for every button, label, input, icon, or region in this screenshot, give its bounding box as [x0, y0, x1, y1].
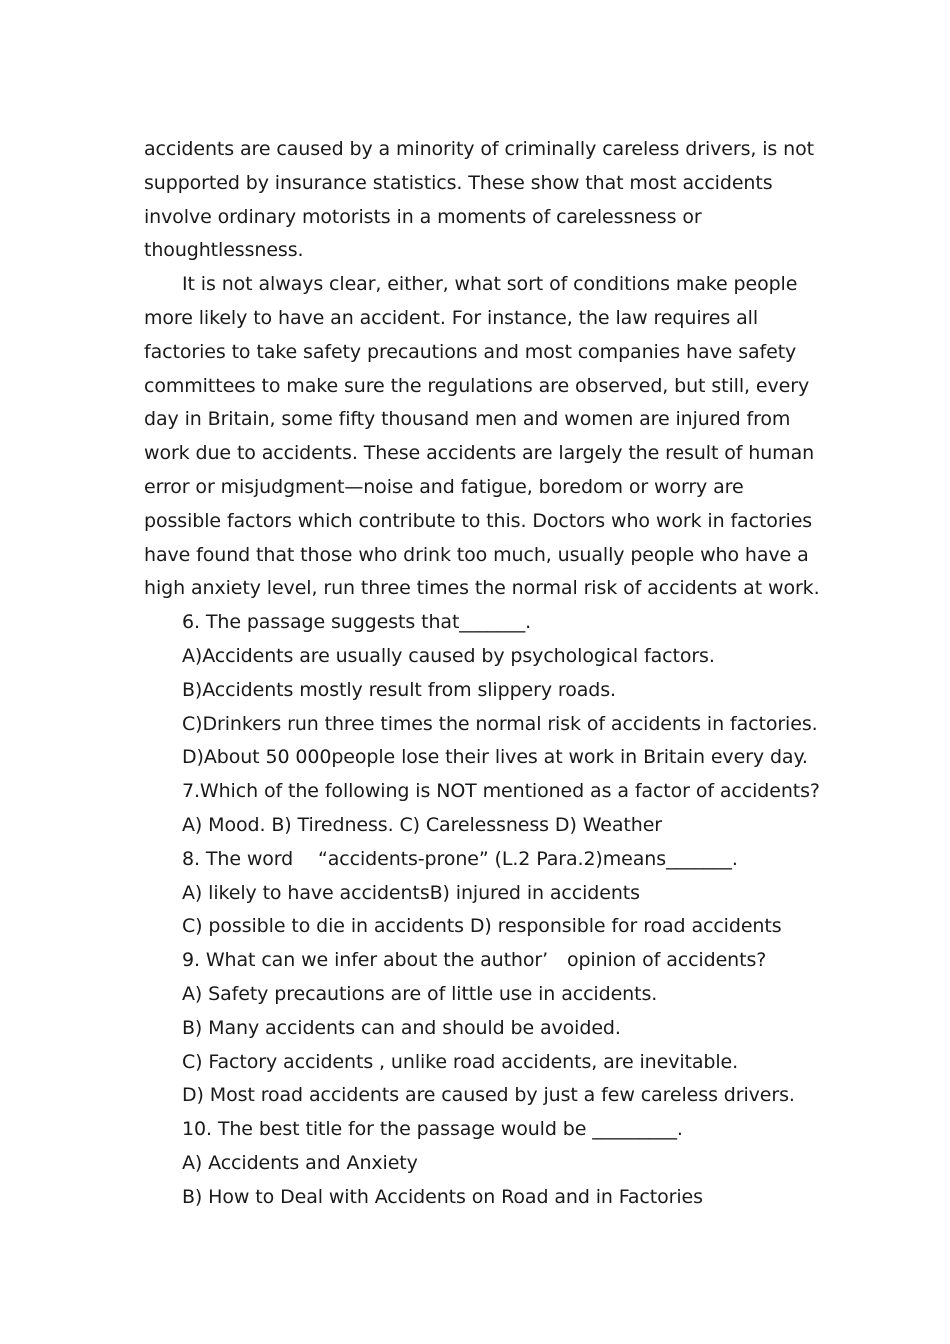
question-8-options-ab: A) likely to have accidentsB) injured in accidents	[182, 881, 640, 904]
text-block	[144, 133, 824, 1215]
text-line: error or misjudgment—noise and fatigue, boredom or worry are	[144, 475, 744, 498]
paragraph-next	[144, 268, 824, 606]
text-line: factories to take safety precautions and most companies have safety	[144, 340, 797, 363]
question-6-stem: 6. The passage suggests that_______.	[182, 611, 532, 634]
text-line: It is not always clear, either, what sort of conditions make people	[182, 273, 798, 296]
text-line: day in Britain, some fifty thousand men and women are injured from	[144, 408, 791, 431]
text-line: more likely to have an accident. For instance, the law requires all	[144, 306, 759, 329]
text-line: accidents are caused by a minority of criminally careless drivers, is not	[144, 138, 814, 160]
question-10-stem: 10. The best title for the passage would be _________.	[182, 1118, 683, 1141]
question-6-option-d: D)About 50 000people lose their lives at work in Britain every day.	[182, 746, 808, 769]
question-9-option-c: C) Factory accidents , unlike road accidents, are inevitable.	[182, 1050, 739, 1073]
paragraph-continued	[144, 133, 824, 268]
text-line: possible factors which contribute to this. Doctors who work in factories	[144, 509, 813, 532]
text-line: have found that those who drink too much, usually people who have a	[144, 543, 809, 566]
question-9-stem: 9. What can we infer about the author’ opinion of accidents?	[182, 949, 767, 972]
text-line: involve ordinary motorists in a moments of carelessness or	[144, 205, 702, 228]
question-9-option-b: B) Many accidents can and should be avoided.	[182, 1016, 621, 1039]
question-9-option-d: D) Most road accidents are caused by just a few careless drivers.	[182, 1084, 795, 1107]
question-7-options: A) Mood. B) Tiredness. C) Carelessness D) Weather	[182, 813, 662, 836]
question-9-option-a: A) Safety precautions are of little use in accidents.	[182, 982, 658, 1005]
text-line: thoughtlessness.	[144, 239, 304, 262]
question-10-option-a: A) Accidents and Anxiety	[182, 1151, 418, 1174]
text-line: committees to make sure the regulations are observed, but still, every	[144, 374, 810, 397]
question-list	[144, 606, 824, 1214]
question-8-options-cd: C) possible to die in accidents D) responsible for road accidents	[182, 915, 782, 938]
question-10-option-b: B) How to Deal with Accidents on Road and in Factories	[182, 1185, 703, 1208]
question-8-stem: 8. The word “accidents-prone” (L.2 Para.2)means_______.	[182, 847, 738, 870]
question-6-option-a: A)Accidents are usually caused by psychological factors.	[182, 644, 715, 667]
question-7-stem: 7.Which of the following is NOT mentioned as a factor of accidents?	[182, 780, 820, 803]
text-line: high anxiety level, run three times the normal risk of accidents at work.	[144, 577, 820, 600]
question-6-option-b: B)Accidents mostly result from slippery roads.	[182, 678, 616, 701]
question-6-option-c: C)Drinkers run three times the normal risk of accidents in factories.	[182, 712, 818, 735]
text-line: supported by insurance statistics. These show that most accidents	[144, 171, 773, 194]
text-line: work due to accidents. These accidents are largely the result of human	[144, 442, 815, 465]
